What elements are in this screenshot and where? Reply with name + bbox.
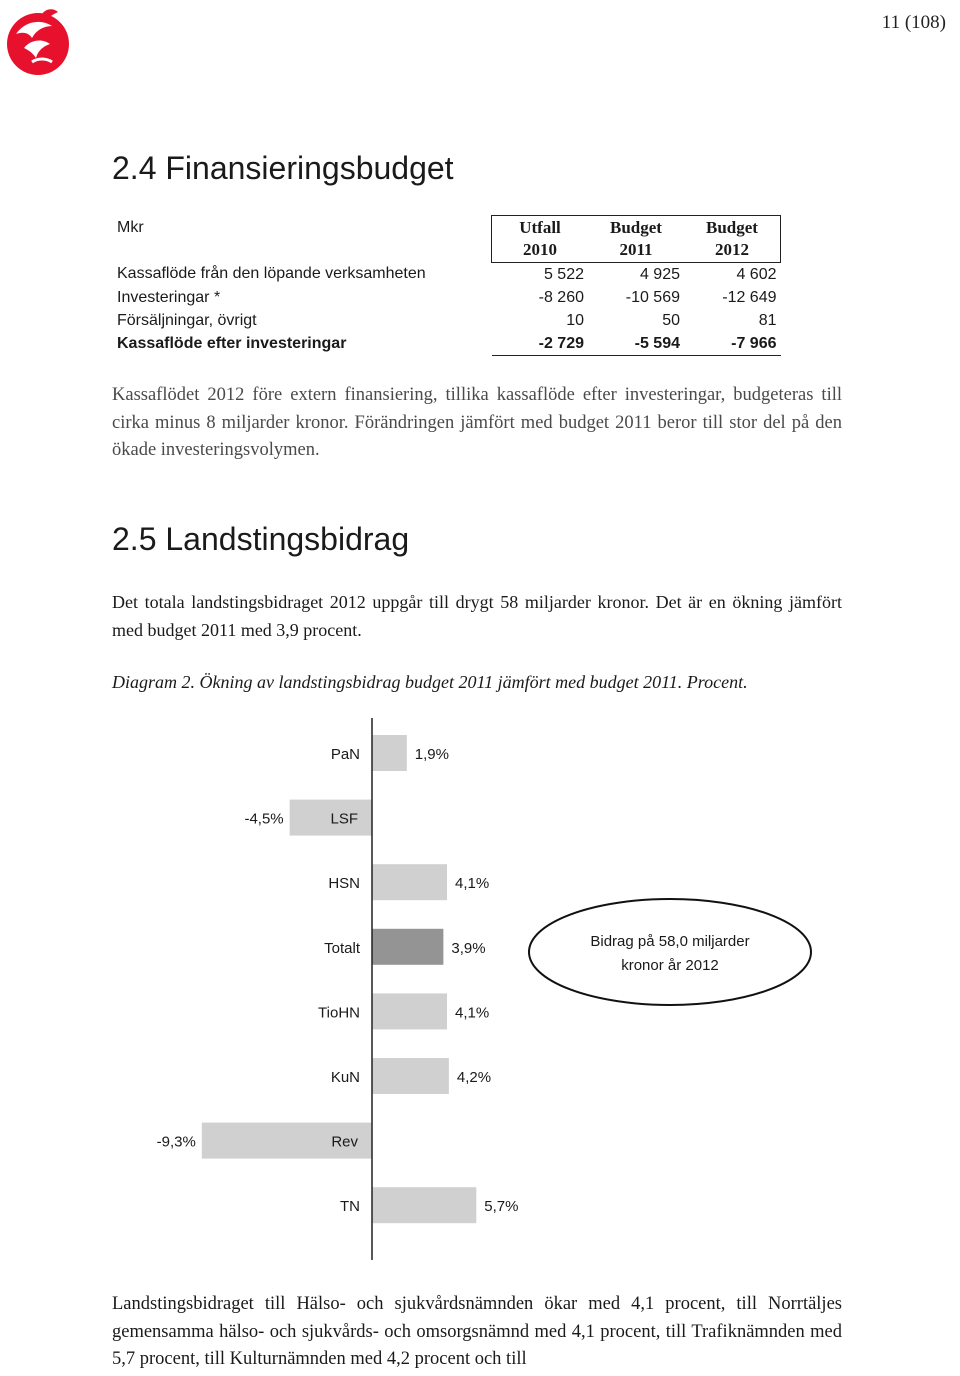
column-header: Utfall — [492, 216, 589, 240]
value-label: 4,1% — [455, 875, 490, 893]
value-label: 3,9% — [451, 939, 486, 957]
unit-label: Mkr — [117, 218, 144, 236]
page-number: 11 (108) — [881, 12, 946, 33]
financing-budget-table — [112, 215, 781, 356]
table-row — [112, 262, 781, 286]
annotation-text: kronor år 2012 — [621, 957, 719, 974]
cell-value: 81 — [758, 311, 777, 329]
paragraph-landstingsbidrag-details: Landstingsbidraget till Hälso- och sjukvårdsnämnden ökar med 4,1 procent, till Norrtäljes gemensamma hälso- och sjukvårds- och omsorgsnämnd med 4,1 procent, till Trafiknämnden med 5,7 procent, till Kulturnämnden med 4,2 procent och till — [112, 1294, 842, 1369]
row-label: Försäljningar, övrigt — [117, 311, 257, 329]
table-header-row — [112, 239, 781, 262]
value-label: 4,1% — [455, 1004, 490, 1022]
bar-kun — [372, 1058, 449, 1094]
value-label: 4,2% — [456, 1069, 492, 1086]
column-header-year: 2012 — [684, 239, 781, 262]
column-header-year: 2011 — [588, 239, 684, 262]
paragraph-landstingsbidrag: Det totala landstingsbidraget 2012 uppgår till drygt 58 miljarder kronor. Det är en ökning jämfört med budget 2011 med 3,9 procent. — [112, 592, 842, 640]
category-label: HSN — [328, 875, 360, 893]
category-label: PaN — [330, 746, 360, 763]
cell-value: -8 260 — [538, 288, 584, 306]
cell-value: 50 — [662, 311, 680, 329]
cell-value: 4 925 — [639, 265, 680, 283]
cell-value: 10 — [566, 311, 584, 329]
paragraph-cashflow: Kassaflödet 2012 före extern finansiering, tillika kassaflöde efter investeringar, budgeteras till cirka minus 8 miljarder kronor. Förändringen jämfört med budget 2011 beror till stor del på den ökade investeringsvolymen. — [112, 385, 842, 460]
cell-value: -12 649 — [722, 288, 777, 306]
bar-tiohn — [372, 993, 447, 1029]
column-header: Budget — [588, 216, 684, 240]
bar-hsn — [372, 864, 447, 900]
bar-pan — [372, 735, 407, 771]
category-label: Rev — [331, 1133, 358, 1151]
bar-tn — [372, 1187, 476, 1223]
annotation-ellipse — [529, 899, 811, 1005]
rose-logo-icon — [2, 4, 72, 82]
row-label: Investeringar * — [117, 288, 221, 306]
bar-totalt — [372, 929, 443, 965]
table-total-row — [112, 332, 781, 356]
bar-chart — [0, 712, 960, 1272]
row-label: Kassaflöde efter investeringar — [117, 334, 347, 352]
cell-value: 4 602 — [736, 265, 777, 283]
section-title-landstingsbidrag: 2.5 Landstingsbidrag — [112, 521, 410, 557]
section-title-finansieringsbudget: 2.4 Finansieringsbudget — [112, 150, 454, 186]
category-label: LSF — [330, 810, 358, 828]
row-label: Kassaflöde från den löpande verksamheten — [117, 265, 426, 283]
annotation-text: Bidrag på 58,0 miljarder — [590, 933, 750, 950]
cell-value: -5 594 — [588, 332, 684, 356]
value-label: -4,5% — [244, 810, 284, 828]
cell-value: -10 569 — [625, 288, 680, 306]
chart-caption: Diagram 2. Ökning av landstingsbidrag budget 2011 jämfört med budget 2011. Procent. — [112, 672, 748, 692]
category-label: TioHN — [318, 1004, 360, 1022]
category-label: KuN — [330, 1069, 360, 1086]
cell-value: 5 522 — [543, 265, 584, 283]
cell-value: -7 966 — [684, 332, 781, 356]
value-label: 1,9% — [414, 746, 449, 763]
table-row — [112, 309, 781, 332]
category-label: TN — [340, 1198, 360, 1216]
value-label: -9,3% — [156, 1133, 196, 1151]
column-header: Budget — [684, 216, 781, 240]
table-row — [112, 286, 781, 309]
table-header-row — [112, 216, 781, 240]
cell-value: -2 729 — [492, 332, 589, 356]
value-label: 5,7% — [484, 1198, 519, 1216]
column-header-year: 2010 — [492, 239, 589, 262]
category-label: Totalt — [324, 939, 360, 957]
